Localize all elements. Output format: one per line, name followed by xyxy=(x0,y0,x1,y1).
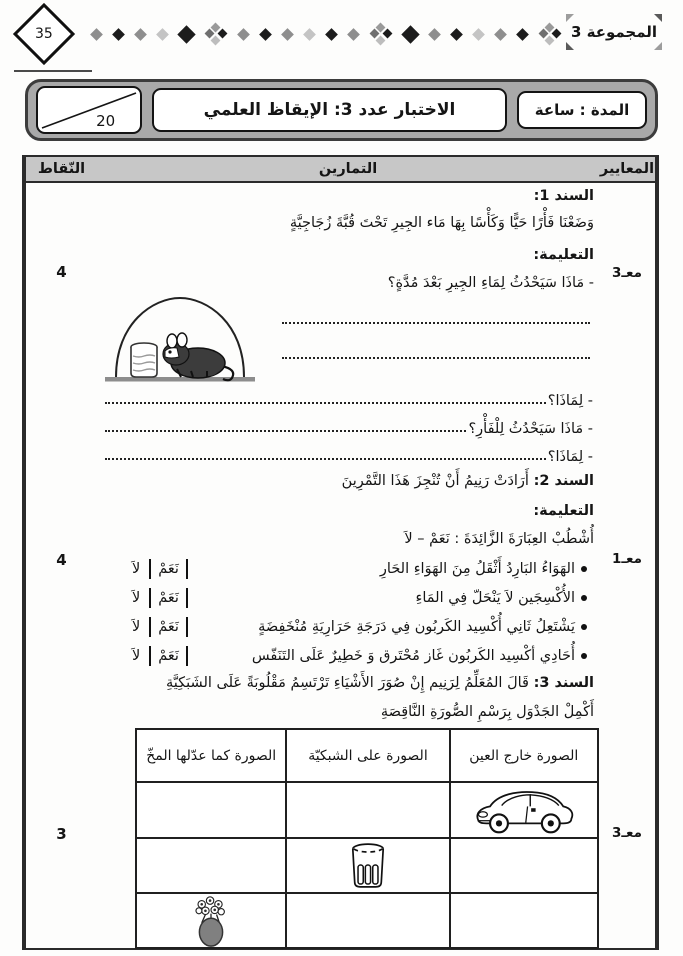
exercise1-question3-row xyxy=(105,411,593,437)
exercise2-title-row xyxy=(105,471,594,493)
bullet-icon xyxy=(581,566,587,572)
exercise2-title: السند 2: xyxy=(533,473,594,489)
exam-title-box xyxy=(152,88,507,132)
exercise3-instruction: أَكْمِلْ الجَدْوَل بِرَسْمِ الصُّورَةِ النَّاقِصَةِ xyxy=(380,704,594,720)
exercise1-question4-row xyxy=(105,439,593,465)
corner-triangle-icon xyxy=(654,42,662,50)
answer-line[interactable] xyxy=(105,402,546,404)
statement-row xyxy=(109,555,587,583)
exercises-header: التمارين xyxy=(97,157,599,183)
yes-option[interactable]: نَعَمْ xyxy=(149,646,188,666)
score-total: 20 xyxy=(96,112,116,130)
diamond-ornament xyxy=(177,25,195,43)
criteria-header: المعايير xyxy=(599,157,655,183)
exercise2-support-text: أَرَادَتْ رَنِيمُ أَنْ تُنْجِزَ هَذَا التَّمْرِينَ xyxy=(341,473,529,489)
diamond-ornament xyxy=(401,25,419,43)
exercise1-question1: - مَاذَا سَيَحْدُثُ لِمَاءِ الجِيرِ بَعْدَ مُدَّةٍ؟ xyxy=(387,275,594,291)
diamond-ornament xyxy=(281,28,294,41)
criteria-column xyxy=(599,157,657,948)
no-option[interactable]: لاَ xyxy=(132,648,141,664)
car-illustration xyxy=(468,785,580,835)
criteria-mark: معـ1 xyxy=(612,551,642,567)
exercise1-instruction-label: التعليمة: xyxy=(533,247,594,263)
diamond-ornament xyxy=(303,28,316,41)
exam-title: الاختبار عدد 3: الإيقاظ العلمي xyxy=(203,100,456,120)
vision-table xyxy=(135,728,599,949)
answer-line[interactable] xyxy=(282,322,590,324)
criteria-mark: معـ3 xyxy=(612,825,642,841)
diamond-ornament xyxy=(134,28,147,41)
cell-car-outside xyxy=(450,782,598,838)
exercise3-title-row xyxy=(105,673,594,695)
no-option[interactable]: لاَ xyxy=(132,619,141,635)
exercise1-support-text: وَضَعْنَا فَأْرًا حَيًّا وَكَأْسًا بِهَا مَاء الجِيرِ تَحْتَ قُبَّةَ زُجَاجِيَّةٍ xyxy=(289,215,594,231)
statement-row xyxy=(109,613,587,641)
points-value: 3 xyxy=(56,825,67,843)
yes-no-choice xyxy=(123,559,188,579)
yes-no-choice xyxy=(123,588,188,608)
diamond-ornament xyxy=(428,28,441,41)
drawing-cell-empty[interactable] xyxy=(450,893,598,948)
drawing-cell-empty[interactable] xyxy=(136,838,286,893)
decorative-line xyxy=(14,70,92,72)
points-value: 4 xyxy=(56,551,67,569)
drawing-cell-empty[interactable] xyxy=(286,782,449,838)
score-diagonal-line xyxy=(38,88,140,132)
yes-option[interactable]: نَعَمْ xyxy=(149,588,188,608)
exercise1-question2-row xyxy=(105,383,593,409)
diamond-cluster-ornament xyxy=(540,24,560,44)
statement-row xyxy=(109,584,587,612)
question-label: - لِمَاذَا؟ xyxy=(547,393,593,409)
diamond-ornament xyxy=(112,28,125,41)
statement-text: الأُكْسِجَين لاَ يَنْحَلّ فِي المَاءِ xyxy=(415,590,575,606)
exercise2-instruction: أُشْطُبْ العِبَارَةَ الزَّائِدَةَ : نَعَمْ – لاَ xyxy=(404,531,594,547)
yes-option[interactable]: نَعَمْ xyxy=(149,617,188,637)
bullet-icon xyxy=(581,653,587,659)
score-box[interactable] xyxy=(36,86,142,134)
exercise2-instruction-label: التعليمة: xyxy=(533,503,594,519)
question-label: - مَاذَا سَيَحْدُثُ لِلْفَأْرِ؟ xyxy=(468,421,593,437)
diamond-ornament xyxy=(494,28,507,41)
diamond-ornament xyxy=(237,28,250,41)
glass-illustration xyxy=(349,842,387,890)
criteria-mark: معـ3 xyxy=(612,265,642,281)
exercises-content xyxy=(97,183,599,948)
no-option[interactable]: لاَ xyxy=(132,561,141,577)
statement-text: الهَوَاءُ البَارِدُ أَثْقَلُ مِنَ الهَوَاءِ الحَارِ xyxy=(379,561,575,577)
statement-text: يَشْتَعِلُ ثَانِي أُكْسِيد الكَربُون فِي دَرَجَةِ حَرَارِيَةِ مُنْخَفِضَةٍ xyxy=(258,619,575,635)
drawing-cell-empty[interactable] xyxy=(136,782,286,838)
group-label-text: المجموعة 3 xyxy=(570,23,658,41)
yes-no-choice xyxy=(123,646,188,666)
drawing-cell-empty[interactable] xyxy=(286,893,449,948)
diamond-ornament xyxy=(516,28,529,41)
duration-box xyxy=(517,91,647,129)
diamond-ornament xyxy=(450,28,463,41)
exercise1-title: السند 1: xyxy=(533,188,594,204)
statement-text: أُحَادِي أكْسِيد الكَربُون غَاز مُحْتَرق وَ خَطِيرٌ عَلَى التَنَفّس xyxy=(251,648,575,664)
statement-row xyxy=(109,642,587,670)
no-option[interactable]: لاَ xyxy=(132,590,141,606)
diamond-ornament xyxy=(325,28,338,41)
answer-line[interactable] xyxy=(105,458,546,460)
exercises-column xyxy=(97,157,599,948)
duration-label: المدة : ساعة xyxy=(534,101,630,119)
answer-line[interactable] xyxy=(282,357,590,359)
cell-vase-brain-corrected xyxy=(136,893,286,948)
diamond-ornament xyxy=(90,28,103,41)
diamond-ornament xyxy=(472,28,485,41)
points-column xyxy=(24,157,97,948)
diamond-ornament-row xyxy=(92,16,560,52)
column-header-brain-corrected: الصورة كما عدّلها المخّ xyxy=(136,729,286,782)
flower-vase-illustration xyxy=(189,895,233,947)
drawing-cell-empty[interactable] xyxy=(450,838,598,893)
bullet-icon xyxy=(581,624,587,630)
page-number-diamond xyxy=(13,3,75,65)
diamond-ornament xyxy=(259,28,272,41)
diamond-cluster-ornament xyxy=(371,24,391,44)
corner-triangle-icon xyxy=(566,14,574,22)
diamond-ornament xyxy=(156,28,169,41)
corner-triangle-icon xyxy=(654,14,662,22)
diamond-cluster-ornament xyxy=(206,24,226,44)
column-header-on-retina: الصورة على الشبكيّة xyxy=(286,729,449,782)
exam-header-bar xyxy=(25,79,658,141)
answer-line[interactable] xyxy=(105,430,466,432)
mouse-under-dome-illustration xyxy=(103,289,257,388)
grading-table xyxy=(22,155,659,950)
question-label: - لِمَاذَا؟ xyxy=(547,449,593,465)
diamond-ornament xyxy=(347,28,360,41)
page-number: 35 xyxy=(35,26,53,43)
yes-no-choice xyxy=(123,617,188,637)
points-value: 4 xyxy=(56,263,67,281)
corner-triangle-icon xyxy=(566,42,574,50)
points-header: النّقاط xyxy=(26,157,97,183)
exercise3-title: السند 3: xyxy=(533,675,594,691)
yes-option[interactable]: نَعَمْ xyxy=(149,559,188,579)
exercise3-support-text: قَالَ المُعَلِّمُ لِرَنِيم إِنْ صُوَرَ الأَشْيَاءِ تَرْتَسِمُ مَقْلُوبَةً عَلَى الشَبَكِيَّةِ xyxy=(165,675,529,691)
cell-glass-on-retina xyxy=(286,838,449,893)
column-header-outside-eye: الصورة خارج العين xyxy=(450,729,598,782)
bullet-icon xyxy=(581,595,587,601)
group-label xyxy=(566,14,662,50)
